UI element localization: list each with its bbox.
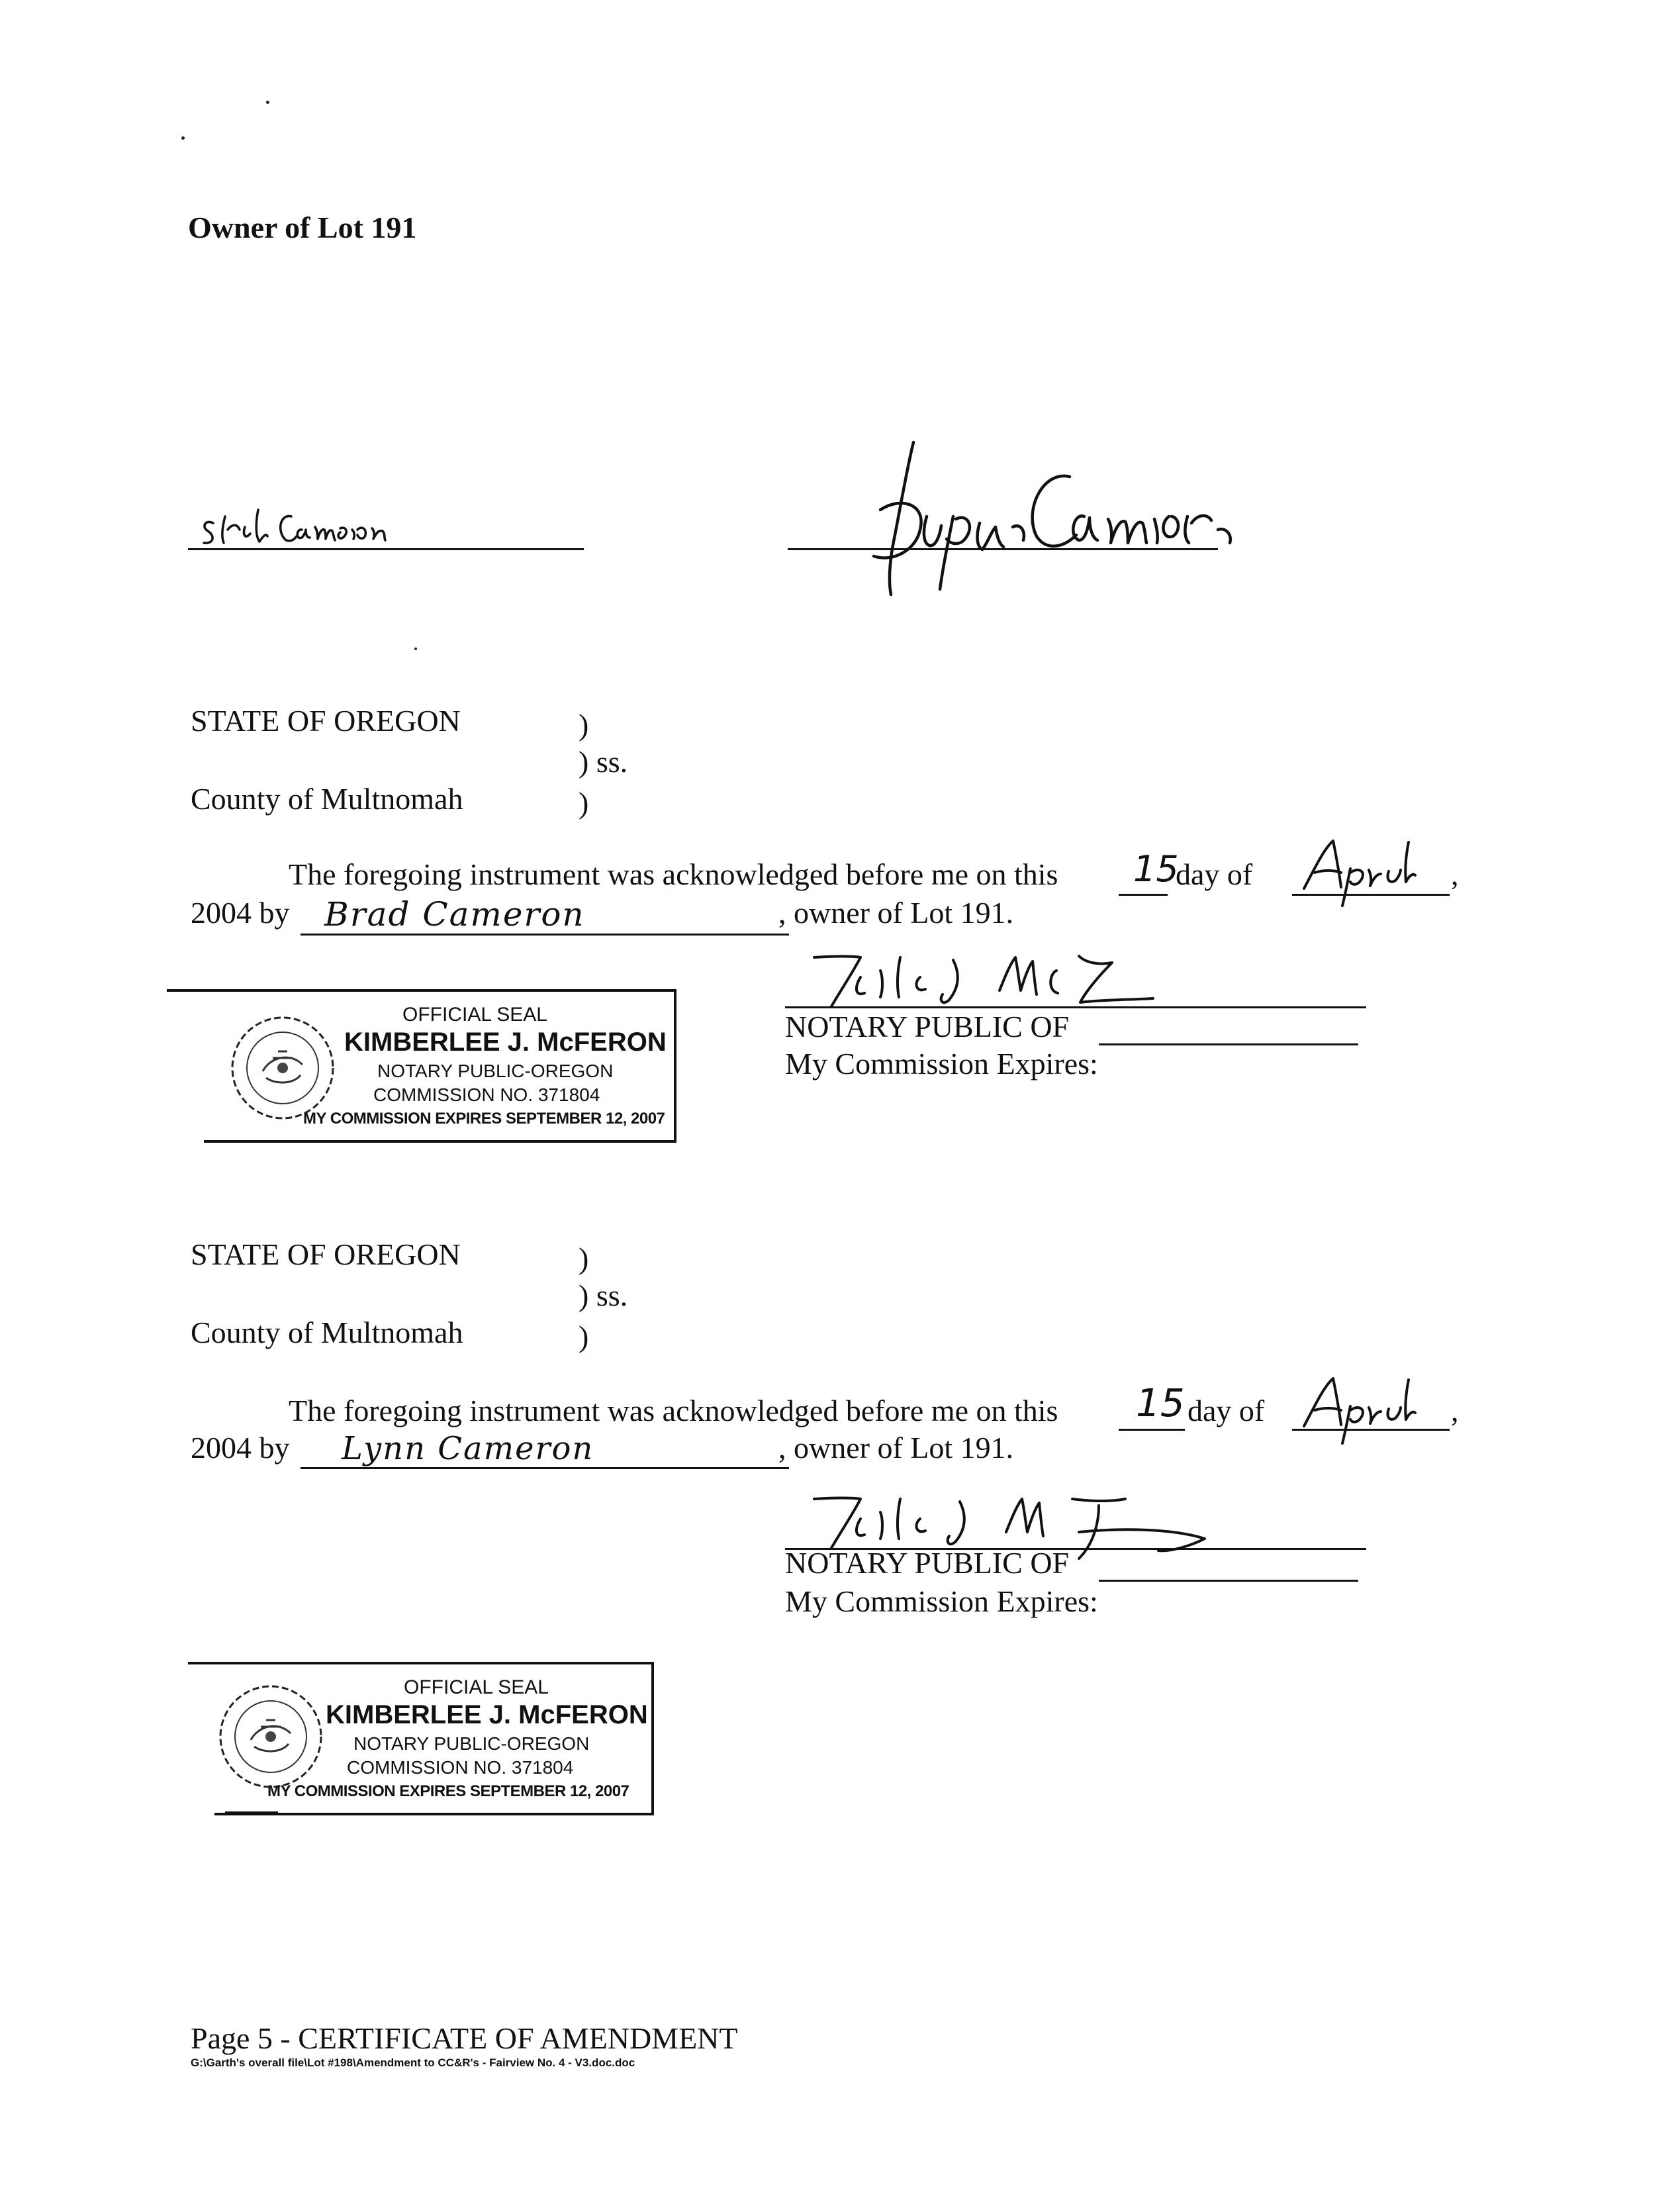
seal-line-1: NOTARY PUBLIC-OREGON bbox=[377, 1061, 614, 1081]
seal-line-2: COMMISSION NO. 371804 bbox=[347, 1757, 574, 1778]
comma: , bbox=[1451, 1394, 1459, 1427]
speck bbox=[266, 101, 269, 104]
footer-file-path: G:\Garth's overall file\Lot #198\Amendment to CC&R's - Fairview No. 4 - V3.doc.doc bbox=[191, 2056, 635, 2069]
stamp-top-rule bbox=[188, 1662, 214, 1664]
venue-ss: ) ss. bbox=[579, 745, 628, 779]
year-by-text: 2004 by bbox=[191, 896, 290, 930]
speck bbox=[181, 136, 185, 140]
seal-line-3: MY COMMISSION EXPIRES SEPTEMBER 12, 2007 bbox=[267, 1782, 629, 1800]
day-blank bbox=[1119, 1429, 1185, 1431]
owner-signature-1-handwriting bbox=[199, 503, 450, 550]
signer-blank bbox=[301, 934, 789, 936]
day-value: 15 bbox=[1136, 1380, 1185, 1425]
venue-paren: ) bbox=[579, 1320, 589, 1353]
comma: , bbox=[1451, 857, 1459, 891]
seal-line-1: NOTARY PUBLIC-OREGON bbox=[353, 1733, 590, 1754]
commission-expires-label: My Commission Expires: bbox=[785, 1584, 1098, 1618]
acknowledgment-text: The foregoing instrument was acknowledged before me on this bbox=[289, 1394, 1058, 1427]
signer-name-handwritten: Brad Cameron bbox=[324, 895, 585, 934]
signer-name-handwritten: Lynn Cameron bbox=[342, 1430, 594, 1467]
seal-emblem-icon bbox=[214, 1680, 327, 1793]
month-handwriting bbox=[1297, 836, 1450, 908]
venue-ss: ) ss. bbox=[579, 1278, 628, 1312]
owner-signature-line-1 bbox=[188, 548, 584, 550]
seal-name: KIMBERLEE J. McFERON bbox=[344, 1028, 667, 1057]
day-value: 15 bbox=[1133, 848, 1179, 890]
state-label: STATE OF OREGON bbox=[191, 704, 461, 738]
year-by-text: 2004 by bbox=[191, 1431, 290, 1465]
page-heading: Owner of Lot 191 bbox=[188, 211, 417, 244]
day-of-text: day of bbox=[1187, 1394, 1265, 1427]
day-blank bbox=[1119, 894, 1168, 896]
seal-title: OFFICIAL SEAL bbox=[402, 1004, 547, 1026]
official-seal-stamp bbox=[204, 989, 676, 1143]
official-seal-stamp bbox=[214, 1662, 654, 1815]
owner-of-text: , owner of Lot 191. bbox=[778, 896, 1014, 930]
owner-of-text: , owner of Lot 191. bbox=[778, 1431, 1014, 1465]
day-of-text: day of bbox=[1176, 857, 1253, 891]
notary-public-of-label: NOTARY PUBLIC OF bbox=[785, 1546, 1070, 1580]
notary-signature-line bbox=[785, 1006, 1366, 1008]
seal-line-2: COMMISSION NO. 371804 bbox=[373, 1084, 600, 1105]
owner-signature-line-2 bbox=[788, 548, 1218, 550]
venue-paren: ) bbox=[579, 1241, 589, 1275]
acknowledgment-text: The foregoing instrument was acknowledged before me on this bbox=[289, 857, 1058, 891]
venue-paren: ) bbox=[579, 708, 589, 742]
commission-expires-label: My Commission Expires: bbox=[785, 1047, 1098, 1081]
stamp-bottom-dash bbox=[225, 1811, 278, 1814]
venue-paren: ) bbox=[579, 786, 589, 820]
speck bbox=[414, 648, 417, 650]
state-label: STATE OF OREGON bbox=[191, 1237, 461, 1271]
seal-emblem-icon bbox=[226, 1012, 339, 1124]
notary-state-blank bbox=[1099, 1043, 1358, 1045]
seal-title: OFFICIAL SEAL bbox=[404, 1676, 549, 1698]
seal-line-3: MY COMMISSION EXPIRES SEPTEMBER 12, 2007 bbox=[303, 1110, 665, 1128]
seal-name: KIMBERLEE J. McFERON bbox=[326, 1700, 648, 1729]
month-handwriting bbox=[1297, 1370, 1450, 1443]
notary-signature-handwriting bbox=[801, 951, 1225, 1010]
notary-public-of-label: NOTARY PUBLIC OF bbox=[785, 1010, 1070, 1043]
stamp-top-rule bbox=[167, 989, 204, 992]
footer-page-label: Page 5 - CERTIFICATE OF AMENDMENT bbox=[191, 2021, 738, 2055]
notary-state-blank bbox=[1099, 1580, 1358, 1582]
owner-signature-2-handwriting bbox=[834, 437, 1244, 602]
county-label: County of Multnomah bbox=[191, 1316, 463, 1349]
signer-blank bbox=[301, 1467, 789, 1469]
county-label: County of Multnomah bbox=[191, 782, 463, 816]
